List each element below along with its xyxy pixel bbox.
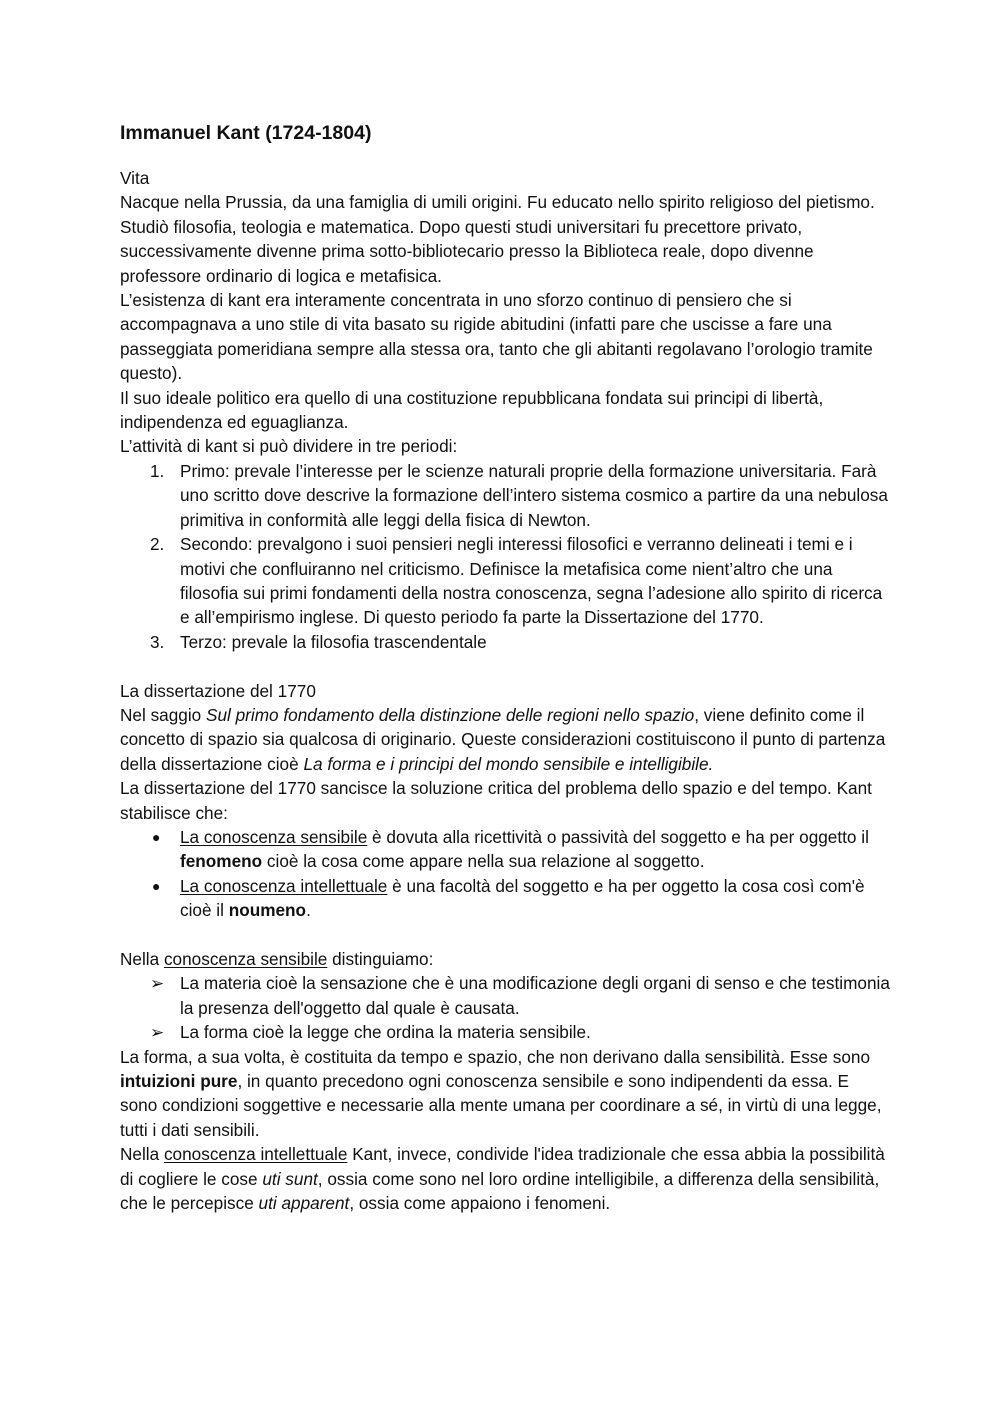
text-run: , in quanto precedono ogni conoscenza sensibile e sono indipendenti da essa. E sono condizioni soggettive e necessarie alla mente umana per coordinare a sé, in virtù di una legge, tutti i dati sensibili.: [120, 1071, 882, 1140]
list-item: [120, 971, 890, 1020]
bold-term: noumeno: [228, 900, 307, 921]
text-run: è dovuta alla ricettività o passività del soggetto e ha per oggetto il: [367, 826, 869, 847]
list-item: [120, 630, 890, 654]
list-number: 2.: [150, 534, 165, 555]
text-run: Nel saggio: [120, 704, 206, 725]
italic-title: Sul primo fondamento della distinzione delle regioni nello spazio: [206, 704, 695, 725]
dissertazione-paragraph-2: La dissertazione del 1770 sancisce la soluzione critica del problema dello spazio e del tempo. Kant stabilisce che:: [120, 778, 872, 823]
sensibile-arrow-list: [120, 971, 890, 1044]
vita-paragraph-4: L’attività di kant si può dividere in tre periodi:: [120, 436, 458, 457]
section-heading-vita: Vita: [120, 168, 150, 188]
vita-paragraph-2: L’esistenza di kant era interamente concentrata in uno sforzo continuo di pensiero che si accompagnava a uno stile di vita basato su rigide abitudini (infatti pare che uscisse a fare una passeggiata pomeridiana sempre alla stessa ora, tanto che gli abitanti regolavano l’orologio tramite questo).: [120, 290, 873, 384]
italic-term: uti sunt: [262, 1168, 318, 1189]
intellettuale-paragraph: [120, 1142, 890, 1215]
underlined-term: conoscenza intellettuale: [163, 1144, 348, 1165]
list-item-text: La forma cioè la legge che ordina la materia sensibile.: [180, 1022, 591, 1043]
underlined-term: La conoscenza sensibile: [180, 826, 368, 847]
dissertazione-paragraph-1: [120, 703, 890, 776]
periods-list: [120, 459, 890, 654]
list-item: [120, 1020, 890, 1044]
italic-term: uti apparent: [258, 1193, 350, 1214]
bullet-icon: ●: [152, 828, 161, 845]
section-heading-dissertazione: La dissertazione del 1770: [120, 680, 316, 701]
underlined-term: conoscenza sensibile: [163, 948, 328, 969]
list-item-text: [180, 876, 865, 920]
arrow-bullet-icon: ➢: [150, 973, 165, 994]
document-page: [120, 118, 890, 1215]
text-run: , ossia come appaiono i fenomeni.: [349, 1193, 611, 1214]
italic-title: La forma e i principi del mondo sensibile e intelligibile.: [303, 753, 714, 774]
text-run: Nella: [120, 1144, 164, 1165]
list-item-text: Primo: prevale l’interesse per le scienze naturali proprie della formazione universitaria. Farà uno scritto dove descrive la formazione dell’intero sistema cosmico a partire da una nebulosa primitiva in conformità alle leggi della fisica di Newton.: [180, 460, 888, 530]
list-item-text: Secondo: prevalgono i suoi pensieri negli interessi filosofici e verranno delineati i temi e i motivi che confluiranno nel criticismo. Definisce la metafisica come nient’altro che una filosofia sui primi fondamenti della nostra conoscenza, segna l’adesione allo spirito di ricerca e all’empirismo inglese. Di questo periodo fa parte la Dissertazione del 1770.: [180, 534, 883, 628]
list-number: 3.: [150, 631, 165, 652]
list-item: [120, 459, 890, 532]
bold-term: fenomeno: [180, 851, 263, 872]
list-item-text: Terzo: prevale la filosofia trascendentale: [180, 631, 487, 652]
vita-paragraph-3: Il suo ideale politico era quello di una costituzione repubblicana fondata sui principi di libertà, indipendenza ed eguaglianza.: [120, 387, 824, 433]
bold-term: intuizioni pure: [120, 1071, 238, 1091]
text-run: Kant, invece, condivide l'idea tradizionale che essa abbia la possibilità di cogliere le cose: [120, 1144, 885, 1189]
bullet-icon: ●: [152, 877, 161, 894]
list-item-text: [180, 827, 869, 871]
text-run: , ossia come sono nel loro ordine intelligibile, a differenza della sensibilità, che le percepisce: [120, 1168, 880, 1214]
list-number: 1.: [150, 460, 165, 481]
list-item: [120, 532, 890, 630]
list-item-text: La materia cioè la sensazione che è una modificazione degli organi di senso e che testimonia la presenza dell'oggetto dal quale è causata.: [180, 973, 890, 1018]
text-run: distinguiamo:: [327, 948, 434, 969]
text-run: Nella: [120, 948, 164, 969]
sensibile-paragraph-1: [120, 1045, 890, 1143]
document-title: Immanuel Kant (1724-1804): [120, 122, 372, 144]
underlined-term: La conoscenza intellettuale: [180, 875, 388, 896]
text-run: è una facoltà del soggetto e ha per oggetto la cosa così com'è cioè il: [180, 875, 865, 921]
arrow-bullet-icon: ➢: [150, 1022, 165, 1043]
text-run: .: [306, 900, 311, 921]
text-run: La forma, a sua volta, è costituita da tempo e spazio, che non derivano dalla sensibilità. Esse sono: [120, 1046, 871, 1067]
list-item: [120, 825, 890, 874]
text-run: , viene definito come il concetto di spazio sia qualcosa di originario. Queste considerazioni costituiscono il punto di partenza della dissertazione cioè: [120, 704, 886, 774]
vita-paragraph-1: Nacque nella Prussia, da una famiglia di umili origini. Fu educato nello spirito religioso del pietismo. Studiò filosofia, teologia e matematica. Dopo questi studi universitari fu precettore privato, successivamente divenne prima sotto-bibliotecario presso la Biblioteca reale, dopo divenne professore ordinario di logica e metafisica.: [120, 192, 875, 286]
text-run: cioè la cosa come appare nella sua relazione al soggetto.: [262, 851, 705, 872]
list-item: [120, 874, 890, 923]
sensibile-intro: [120, 947, 890, 971]
knowledge-bullet-list: [120, 825, 890, 923]
